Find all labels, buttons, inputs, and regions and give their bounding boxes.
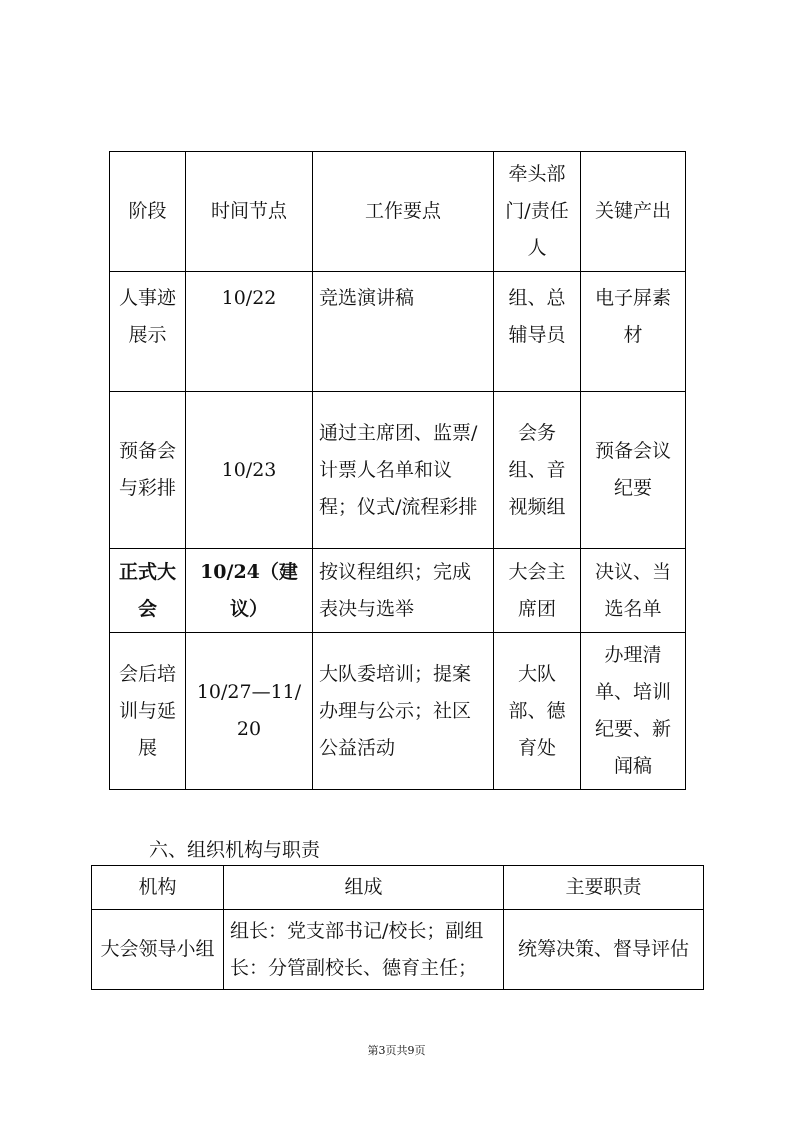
cell-time: 10/27—11/20 — [186, 633, 313, 790]
header-members: 组成 — [224, 866, 504, 910]
table-row — [110, 392, 686, 549]
cell-output: 预备会议纪要 — [581, 392, 686, 549]
cell-stage: 会后培训与延展 — [110, 633, 186, 790]
cell-lead: 会务组、音视频组 — [494, 392, 581, 549]
cell-output: 决议、当选名单 — [581, 549, 686, 633]
table-row — [92, 910, 704, 990]
cell-duty: 统筹决策、督导评估 — [504, 910, 704, 990]
table-header-row — [92, 866, 704, 910]
cell-lead: 组、总辅导员 — [494, 272, 581, 392]
cell-members: 组长：党支部书记/校长；副组长：分管副校长、德育主任； — [224, 910, 504, 990]
header-org: 机构 — [92, 866, 224, 910]
cell-org: 大会领导小组 — [92, 910, 224, 990]
cell-points: 通过主席团、监票/计票人名单和议程；仪式/流程彩排 — [313, 392, 494, 549]
table-row — [110, 272, 686, 392]
header-stage: 阶段 — [110, 152, 186, 272]
header-time: 时间节点 — [186, 152, 313, 272]
cell-output: 电子屏素材 — [581, 272, 686, 392]
schedule-table — [109, 151, 686, 790]
cell-stage: 人事迹展示 — [110, 272, 186, 392]
cell-points: 大队委培训；提案办理与公示；社区公益活动 — [313, 633, 494, 790]
page-number: 第3页共9页 — [367, 1044, 426, 1057]
header-duty: 主要职责 — [504, 866, 704, 910]
table-row — [110, 549, 686, 633]
cell-points: 竞选演讲稿 — [313, 272, 494, 392]
cell-points: 按议程组织；完成表决与选举 — [313, 549, 494, 633]
header-lead: 牵头部门/责任人 — [494, 152, 581, 272]
cell-lead: 大会主席团 — [494, 549, 581, 633]
cell-stage: 预备会与彩排 — [110, 392, 186, 549]
cell-stage: 正式大会 — [110, 549, 186, 633]
cell-lead: 大队部、德育处 — [494, 633, 581, 790]
section-heading: 六、组织机构与职责 — [149, 839, 321, 861]
table-row — [110, 633, 686, 790]
cell-output: 办理清单、培训纪要、新闻稿 — [581, 633, 686, 790]
header-output: 关键产出 — [581, 152, 686, 272]
org-table — [91, 865, 704, 990]
cell-time: 10/23 — [186, 392, 313, 549]
header-points: 工作要点 — [313, 152, 494, 272]
table-header-row — [110, 152, 686, 272]
cell-time: 10/22 — [186, 272, 313, 392]
cell-time: 10/24（建议） — [186, 549, 313, 633]
